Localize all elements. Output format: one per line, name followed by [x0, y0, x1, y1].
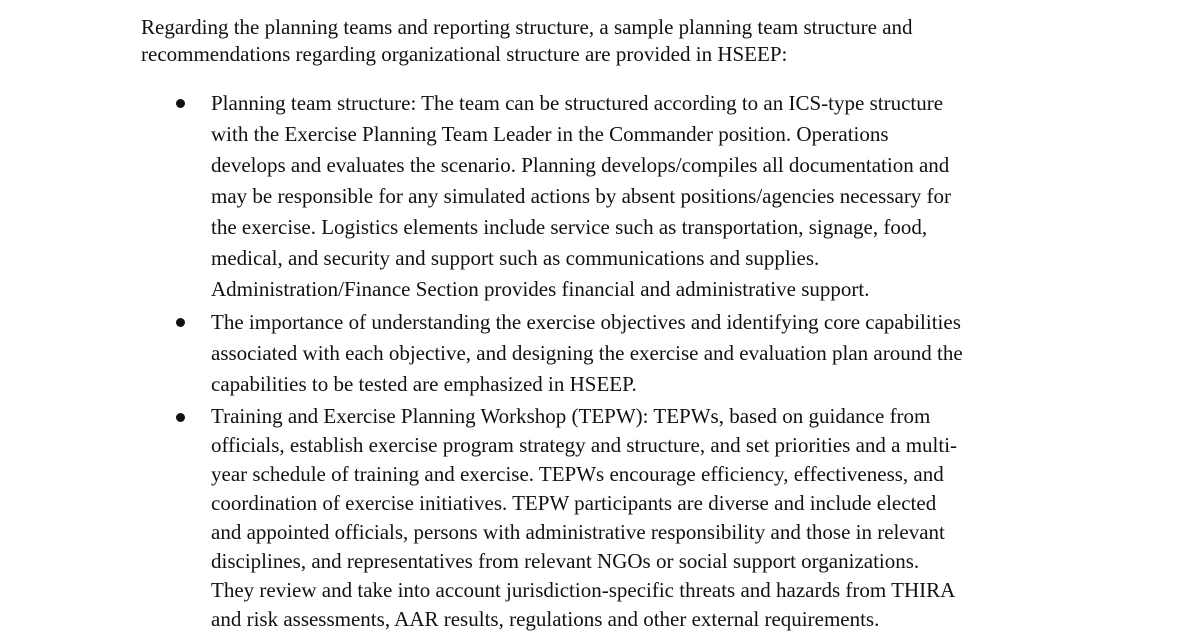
intro-paragraph [141, 14, 1061, 68]
text-line: capabilities to be tested are emphasized in HSEEP. [211, 372, 637, 396]
bullet-item-objectives-capabilities [141, 307, 1061, 400]
text-line: associated with each objective, and designing the exercise and evaluation plan around the [211, 341, 963, 365]
text-line: coordination of exercise initiatives. TEPW participants are diverse and include elected [211, 491, 937, 515]
text-line: Training and Exercise Planning Workshop (TEPW): TEPWs, based on guidance from [211, 404, 931, 428]
text-line: year schedule of training and exercise. TEPWs encourage efficiency, effectiveness, and [211, 462, 944, 486]
bullet-icon [176, 318, 185, 327]
document-page [141, 14, 1061, 636]
text-line: disciplines, and representatives from relevant NGOs or social support organizations. [211, 549, 920, 573]
bullet-icon [176, 99, 185, 108]
text-line: recommendations regarding organizational structure are provided in HSEEP: [141, 42, 788, 66]
text-line: officials, establish exercise program strategy and structure, and set priorities and a multi- [211, 433, 958, 457]
text-line: Regarding the planning teams and reporting structure, a sample planning team structure and [141, 15, 913, 39]
bullet-item-tepw [141, 402, 1061, 634]
text-line: Planning team structure: The team can be structured according to an ICS-type structure [211, 91, 944, 115]
text-line: They review and take into account jurisdiction-specific threats and hazards from THIRA [211, 578, 956, 602]
text-line: Administration/Finance Section provides financial and administrative support. [211, 277, 870, 301]
text-line: may be responsible for any simulated actions by absent positions/agencies necessary for [211, 184, 952, 208]
bullet-list [141, 88, 1061, 634]
text-line: and risk assessments, AAR results, regulations and other external requirements. [211, 607, 880, 631]
bullet-item-planning-team-structure [141, 88, 1061, 305]
text-line: the exercise. Logistics elements include service such as transportation, signage, food, [211, 215, 928, 239]
text-line: with the Exercise Planning Team Leader in the Commander position. Operations [211, 122, 889, 146]
text-line: The importance of understanding the exercise objectives and identifying core capabilities [211, 310, 961, 334]
bullet-icon [176, 413, 185, 422]
text-line: and appointed officials, persons with administrative responsibility and those in relevant [211, 520, 945, 544]
text-line: develops and evaluates the scenario. Planning develops/compiles all documentation and [211, 153, 950, 177]
text-line: medical, and security and support such as communications and supplies. [211, 246, 820, 270]
